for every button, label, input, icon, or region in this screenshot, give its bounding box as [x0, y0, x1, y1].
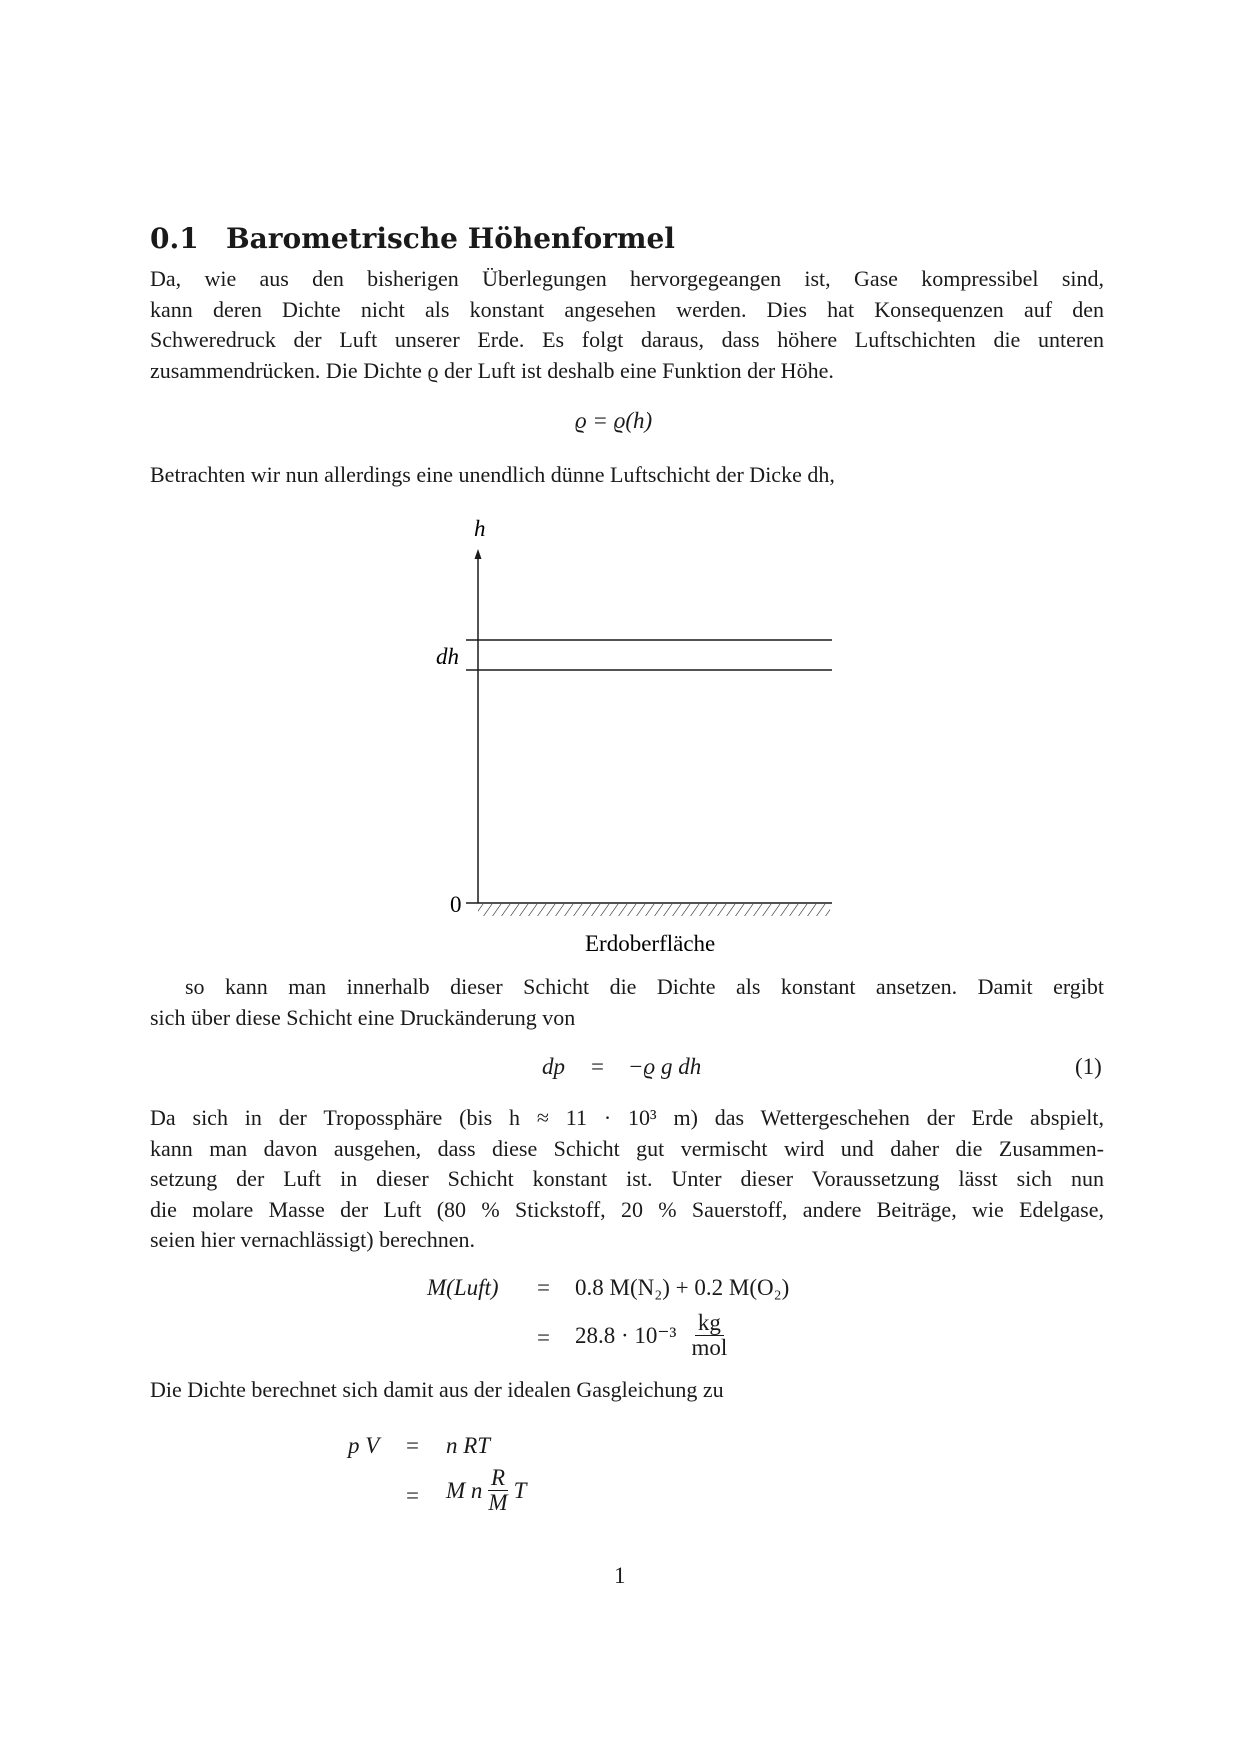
paragraph-line: setzung der Luft in dieser Schicht konstant ist. Unter dieser Voraussetzung lässt sich nun	[150, 1166, 1104, 1191]
equation-density: ϱ = ϱ(h)	[575, 408, 653, 433]
paragraph-line: Da sich in der Tropossphäre (bis h ≈ 11 · 10³ m) das Wettergeschehen der Erde abspielt,	[150, 1105, 1104, 1130]
molar-mass-row2	[575, 1311, 730, 1360]
axis-label-dh: dh	[436, 644, 459, 669]
paragraph-line: so kann man innerhalb dieser Schicht die Dichte als konstant ansetzen. Damit ergibt	[185, 974, 1104, 999]
paragraph-line: kann deren Dichte nicht als konstant angesehen werden. Dies hat Konsequenzen auf den	[150, 296, 1104, 322]
axis-arrowhead	[475, 549, 482, 559]
paragraph-line: zusammendrücken. Die Dichte ϱ der Luft ist deshalb eine Funktion der Höhe.	[150, 357, 834, 383]
paragraph-layer	[150, 460, 1104, 491]
gas-law-row2	[446, 1466, 526, 1515]
axis-label-h: h	[474, 516, 486, 541]
molar-mass-rel: =	[537, 1275, 550, 1300]
molar-mass-value: 28.8 · 10⁻³	[575, 1322, 677, 1348]
gas-law-rel: =	[406, 1433, 419, 1458]
molar-mass-row1: 0.8 M(N₂) + 0.2 M(O₂)	[575, 1275, 790, 1300]
unit-denominator: mol	[691, 1335, 728, 1361]
gas-law-numerator: R	[488, 1466, 508, 1491]
gas-law-rel-2: =	[406, 1483, 419, 1508]
paragraph-intro	[150, 264, 1104, 386]
paragraph-line: Schweredruck der Luft unserer Erde. Es folgt daraus, dass höhere Luftschichten die unteren	[150, 327, 1104, 352]
ground-hatching	[478, 904, 830, 916]
paragraph-constant-density	[150, 972, 1104, 1033]
paragraph-line: die molare Masse der Luft (80 % Stickstoff, 20 % Sauerstoff, andere Beiträge, wie Edelgase,	[150, 1196, 1104, 1222]
gas-law-denominator: M	[488, 1490, 508, 1516]
section-title: Barometrische Höhenformel	[226, 222, 675, 255]
paragraph-line: Die Dichte berechnet sich damit aus der idealen Gasgleichung zu	[150, 1377, 724, 1402]
paragraph-troposphere	[150, 1103, 1104, 1256]
section-number: 0.1	[150, 222, 199, 255]
paragraph-line: Betrachten wir nun allerdings eine unendlich dünne Luftschicht der Dicke dh,	[150, 462, 835, 487]
gas-law-row1: n RT	[446, 1433, 491, 1458]
paragraph-line: kann man davon ausgehen, dass diese Schicht gut vermischt wird und daher die Zusammen-	[150, 1135, 1104, 1161]
equation-number: (1)	[1075, 1054, 1102, 1079]
unit-numerator: kg	[695, 1311, 724, 1336]
paragraph-line: Da, wie aus den bisherigen Überlegungen hervorgegeangen ist, Gase kompressibel sind,	[150, 266, 1104, 291]
molar-mass-rel-2: =	[537, 1325, 550, 1350]
molar-mass-lhs: M(Luft)	[427, 1275, 499, 1300]
paragraph-line: seien hier vernachlässigt) berechnen.	[150, 1227, 475, 1252]
unit-fraction	[688, 1311, 730, 1360]
gas-law-row2-suffix: T	[513, 1477, 527, 1503]
paragraph-gas-law	[150, 1375, 1104, 1406]
paragraph-line: sich über diese Schicht eine Druckänderung von	[150, 1004, 576, 1030]
gas-law-row2-prefix: M n	[446, 1477, 483, 1503]
gas-law-lhs: p V	[348, 1433, 380, 1458]
section-heading	[150, 222, 675, 255]
gas-law-fraction	[485, 1466, 510, 1515]
equation-1-rel: =	[591, 1054, 604, 1079]
ground-label: Erdoberfläche	[585, 931, 716, 956]
air-layer-diagram	[420, 505, 860, 970]
equation-1-lhs: dp	[542, 1054, 565, 1079]
page-number: 1	[614, 1563, 626, 1588]
axis-label-zero: 0	[450, 892, 462, 917]
equation-1-rhs: −ϱ g dh	[628, 1054, 702, 1079]
